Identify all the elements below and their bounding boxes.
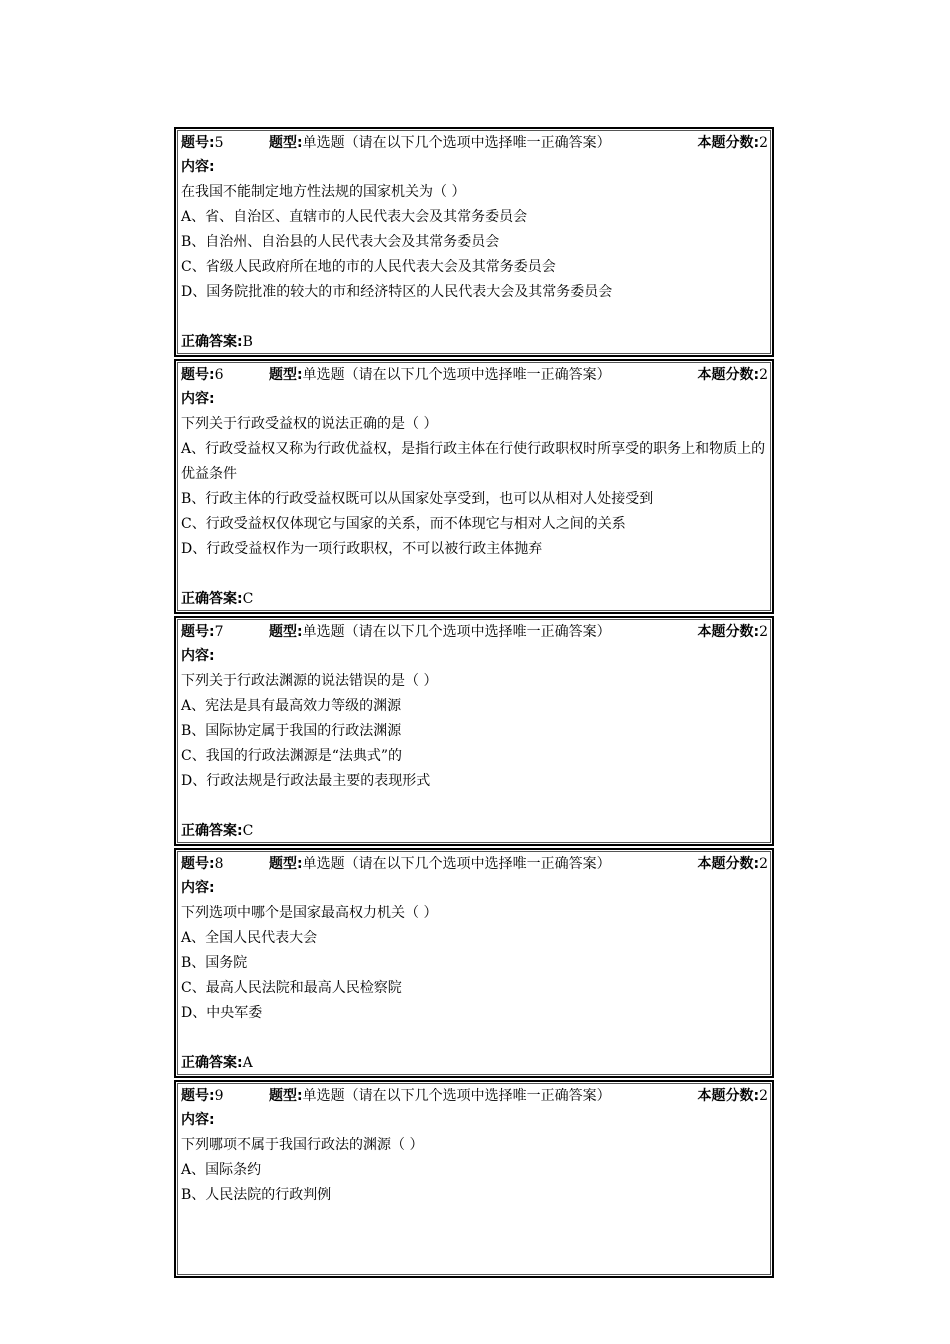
question-type-label: 题型: [269, 1088, 303, 1104]
question-type: 单选题（请在以下几个选项中选择唯一正确答案） [302, 856, 611, 872]
option-b: B、国务院 [181, 955, 248, 971]
option-d: D、国务院批准的较大的市和经济特区的人民代表大会及其常务委员会 [181, 284, 613, 300]
option-a: A、省、自治区、直辖市的人民代表大会及其常务委员会 [181, 209, 528, 225]
question-block-8 [174, 848, 774, 1078]
question-number-label: 题号: [181, 624, 215, 640]
correct-answer: C [242, 823, 254, 839]
question-number-label: 题号: [181, 135, 215, 151]
question-header [181, 131, 768, 155]
question-score-label: 本题分数: [697, 1088, 760, 1104]
content-label: 内容: [181, 159, 215, 175]
question-type: 单选题（请在以下几个选项中选择唯一正确答案） [302, 1088, 611, 1104]
question-block-7 [174, 616, 774, 846]
question-score: 2 [759, 135, 768, 151]
option-a: A、行政受益权又称为行政优益权，是指行政主体在行使行政职权时所享受的职务上和物质上的优益条件 [181, 441, 766, 482]
question-type-label: 题型: [269, 135, 303, 151]
option-a: A、宪法是具有最高效力等级的渊源 [181, 698, 402, 714]
question-score: 2 [759, 624, 768, 640]
question-type-label: 题型: [269, 624, 303, 640]
question-block-9 [174, 1080, 774, 1278]
option-d: D、行政法规是行政法最主要的表现形式 [181, 773, 431, 789]
question-score-label: 本题分数: [697, 624, 760, 640]
content-label: 内容: [181, 391, 215, 407]
correct-answer: A [242, 1055, 253, 1071]
question-block-6 [174, 359, 774, 614]
option-b: B、行政主体的行政受益权既可以从国家处享受到，也可以从相对人处接受到 [181, 491, 654, 507]
question-number: 9 [214, 1088, 224, 1104]
question-type-label: 题型: [269, 367, 303, 383]
question-number-label: 题号: [181, 367, 215, 383]
question-header [181, 1084, 768, 1108]
question-header [181, 620, 768, 644]
question-number: 6 [214, 367, 224, 383]
option-a: A、全国人民代表大会 [181, 930, 318, 946]
question-score: 2 [759, 367, 768, 383]
question-number: 8 [214, 856, 224, 872]
question-type: 单选题（请在以下几个选项中选择唯一正确答案） [302, 624, 611, 640]
option-c: C、最高人民法院和最高人民检察院 [181, 980, 402, 996]
question-header [181, 363, 768, 387]
question-block-5 [174, 127, 774, 357]
question-score: 2 [759, 856, 768, 872]
content-label: 内容: [181, 648, 215, 664]
option-b: B、自治州、自治县的人民代表大会及其常务委员会 [181, 234, 500, 250]
question-stem: 下列哪项不属于我国行政法的渊源（ ） [181, 1137, 424, 1153]
option-c: C、省级人民政府所在地的市的人民代表大会及其常务委员会 [181, 259, 556, 275]
question-stem: 在我国不能制定地方性法规的国家机关为（ ） [181, 184, 466, 200]
answer-label: 正确答案: [181, 823, 243, 839]
question-number: 7 [214, 624, 224, 640]
question-type: 单选题（请在以下几个选项中选择唯一正确答案） [302, 367, 611, 383]
correct-answer: B [242, 334, 253, 350]
content-label: 内容: [181, 1112, 215, 1128]
question-score-label: 本题分数: [697, 135, 760, 151]
option-d: D、中央军委 [181, 1005, 263, 1021]
option-a: A、国际条约 [181, 1162, 262, 1178]
question-type: 单选题（请在以下几个选项中选择唯一正确答案） [302, 135, 611, 151]
answer-label: 正确答案: [181, 334, 243, 350]
question-sheet [174, 127, 774, 1280]
question-number-label: 题号: [181, 1088, 215, 1104]
answer-label: 正确答案: [181, 591, 243, 607]
question-stem: 下列关于行政受益权的说法正确的是（ ） [181, 416, 438, 432]
option-c: C、行政受益权仅体现它与国家的关系，而不体现它与相对人之间的关系 [181, 516, 626, 532]
question-header [181, 852, 768, 876]
question-number: 5 [214, 135, 224, 151]
question-score-label: 本题分数: [697, 367, 760, 383]
option-c: C、我国的行政法渊源是“法典式”的 [181, 748, 403, 764]
question-number-label: 题号: [181, 856, 215, 872]
question-stem: 下列关于行政法渊源的说法错误的是（ ） [181, 673, 438, 689]
question-score: 2 [759, 1088, 768, 1104]
option-d: D、行政受益权作为一项行政职权，不可以被行政主体抛弃 [181, 541, 543, 557]
correct-answer: C [242, 591, 254, 607]
option-b: B、人民法院的行政判例 [181, 1187, 332, 1203]
question-stem: 下列选项中哪个是国家最高权力机关（ ） [181, 905, 438, 921]
option-b: B、国际协定属于我国的行政法渊源 [181, 723, 402, 739]
answer-label: 正确答案: [181, 1055, 243, 1071]
content-label: 内容: [181, 880, 215, 896]
question-type-label: 题型: [269, 856, 303, 872]
question-score-label: 本题分数: [697, 856, 760, 872]
